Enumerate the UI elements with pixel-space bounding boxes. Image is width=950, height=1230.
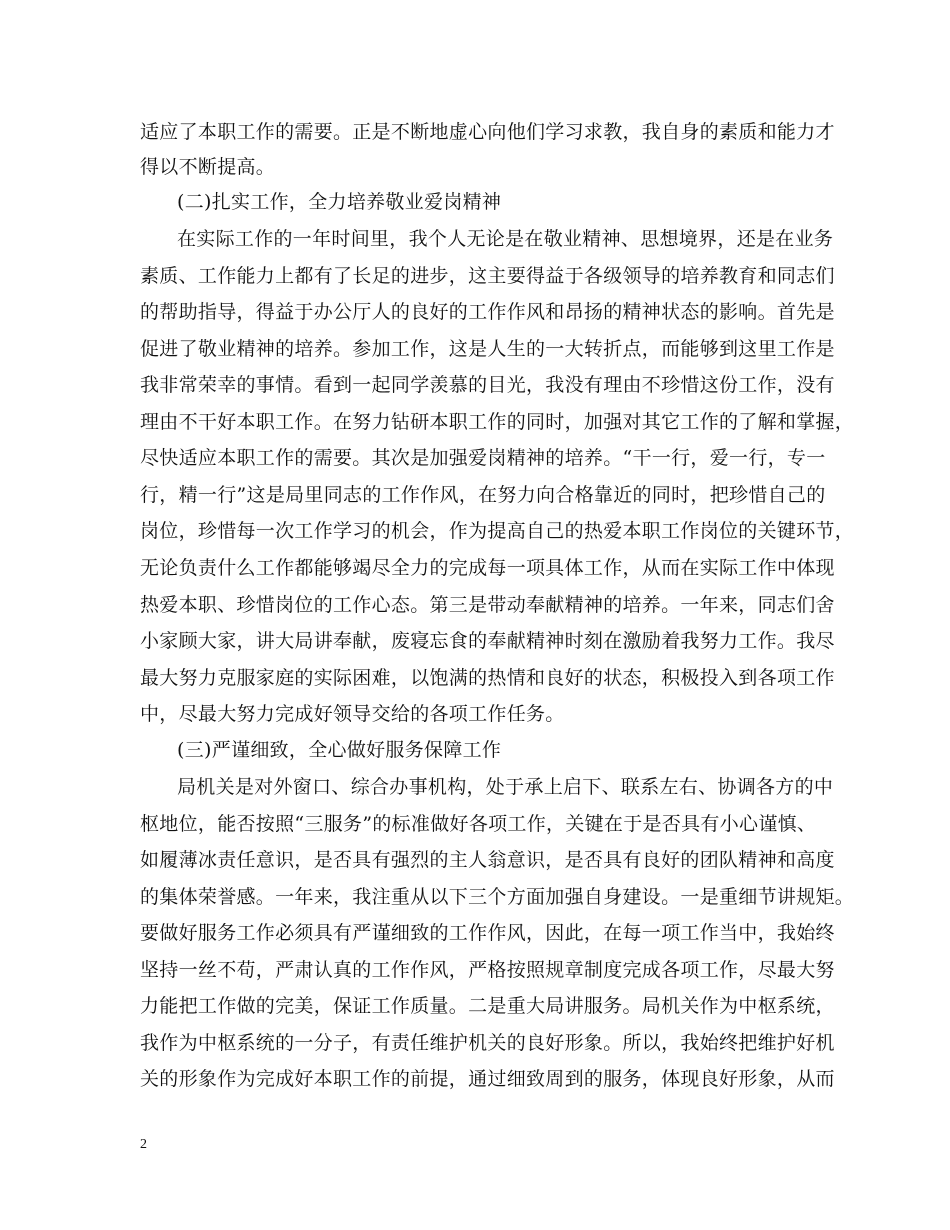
body-line: 枢地位，能否按照“三服务”的标准做好各项工作，关键在于是否具有小心谨慎、: [140, 813, 817, 835]
body-line: 尽快适应本职工作的需要。其次是加强爱岗精神的培养。“干一行，爱一行，专一: [140, 447, 826, 469]
body-line: 我作为中枢系统的一分子，有责任维护机关的良好形象。所以，我始终把维护好机: [140, 1032, 835, 1054]
body-line: 得以不断提高。: [140, 156, 276, 178]
body-line: 适应了本职工作的需要。正是不断地虚心向他们学习求教，我自身的素质和能力才: [140, 121, 835, 143]
body-line: 素质、工作能力上都有了长足的进步，这主要得益于各级领导的培养教育和同志们: [140, 265, 835, 287]
body-line: 中，尽最大努力完成好领导交给的各项工作任务。: [140, 703, 565, 725]
section-heading: (三)严谨细致，全心做好服务保障工作: [177, 739, 502, 761]
body-line: 热爱本职、珍惜岗位的工作心态。第三是带动奉献精神的培养。一年来，同志们舍: [140, 594, 835, 616]
body-line: 小家顾大家，讲大局讲奉献，废寝忘食的奉献精神时刻在激励着我努力工作。我尽: [140, 630, 835, 652]
body-line: 行，精一行”这是局里同志的工作作风，在努力向合格靠近的同时，把珍惜自己的: [140, 484, 826, 506]
body-line: 要做好服务工作必须具有严谨细致的工作作风，因此，在每一项工作当中，我始终: [140, 922, 835, 944]
page-number: 2: [140, 1137, 147, 1152]
body-line: 理由不干好本职工作。在努力钻研本职工作的同时，加强对其它工作的了解和掌握，: [140, 411, 855, 433]
body-line: 我非常荣幸的事情。看到一起同学羡慕的目光，我没有理由不珍惜这份工作，没有: [140, 374, 835, 396]
body-line: 力能把工作做的完美，保证工作质量。二是重大局讲服务。局机关作为中枢系统，: [140, 995, 835, 1017]
body-line: 的集体荣誉感。一年来，我注重从以下三个方面加强自身建设。一是重细节讲规矩。: [140, 886, 855, 908]
body-line: 岗位，珍惜每一次工作学习的机会，作为提高自己的热爱本职工作岗位的关键环节，: [140, 520, 855, 542]
body-line: 如履薄冰责任意识，是否具有强烈的主人翁意识，是否具有良好的团队精神和高度: [140, 849, 835, 871]
body-line: 促进了敬业精神的培养。参加工作，这是人生的一大转折点，而能够到这里工作是: [140, 338, 835, 360]
body-line: 局机关是对外窗口、综合办事机构，处于承上启下、联系左右、协调各方的中: [177, 776, 834, 798]
body-line: 的帮助指导，得益于办公厅人的良好的工作作风和昂扬的精神状态的影响。首先是: [140, 301, 835, 323]
body-line: 无论负责什么工作都能够竭尽全力的完成每一项具体工作，从而在实际工作中体现: [140, 557, 835, 579]
body-line: 关的形象作为完成好本职工作的前提，通过细致周到的服务，体现良好形象，从而: [140, 1068, 835, 1090]
body-line: 在实际工作的一年时间里，我个人无论是在敬业精神、思想境界，还是在业务: [177, 228, 834, 250]
section-heading: (二)扎实工作，全力培养敬业爱岗精神: [177, 191, 502, 213]
body-line: 坚持一丝不苟，严肃认真的工作作风，严格按照规章制度完成各项工作，尽最大努: [140, 959, 835, 981]
body-line: 最大努力克服家庭的实际困难，以饱满的热情和良好的状态，积极投入到各项工作: [140, 667, 835, 689]
